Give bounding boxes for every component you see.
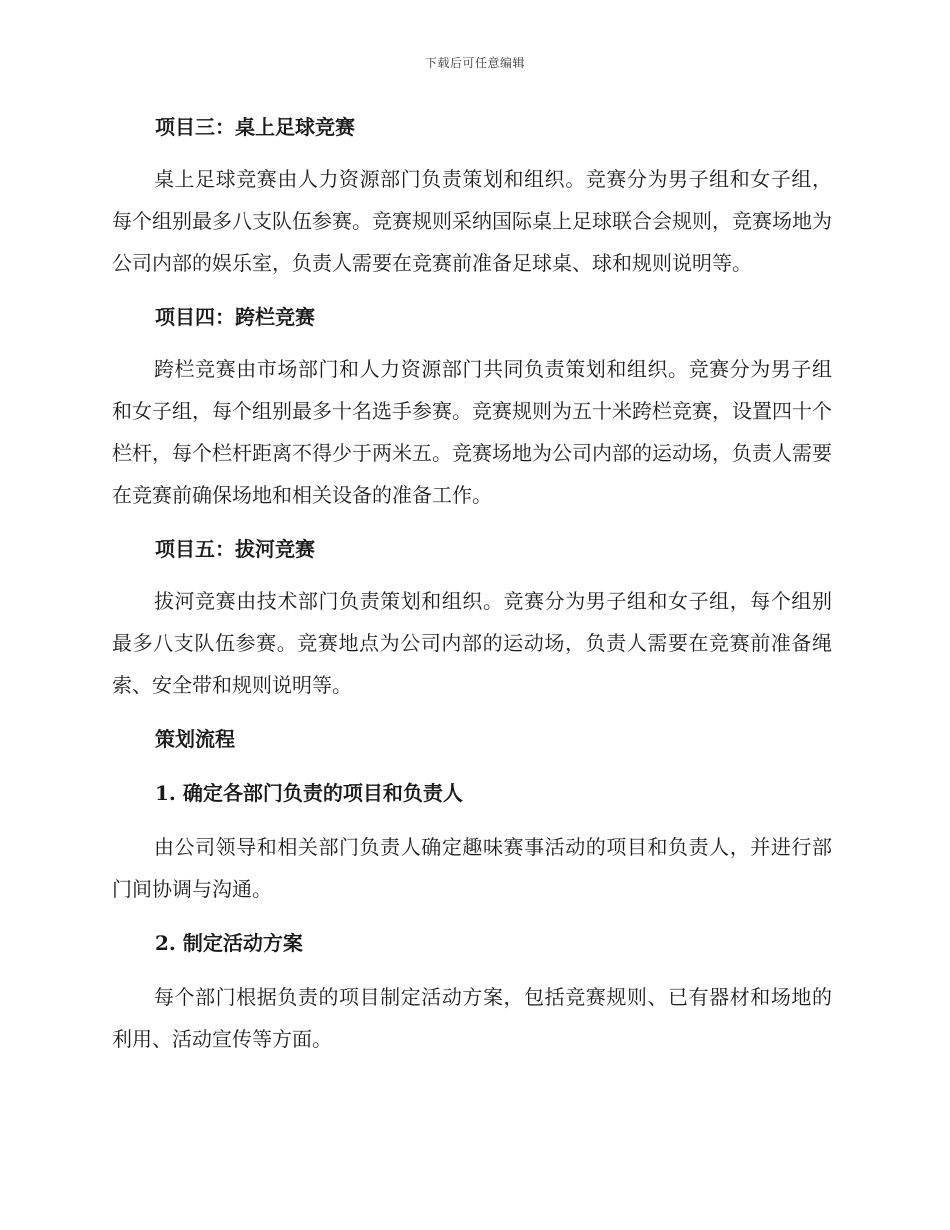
step-body-1: 由公司领导和相关部门负责人确定趣味赛事活动的项目和负责人，并进行部门间协调与沟通。 bbox=[112, 835, 832, 901]
section-title-item4: 项目四：跨栏竞赛 bbox=[155, 305, 315, 329]
section-title-plan: 策划流程 bbox=[155, 727, 235, 751]
section-body-item3: 桌上足球竞赛由人力资源部门负责策划和组织。竞赛分为男子组和女子组，每个组别最多八支队伍参赛。竞赛规则采纳国际桌上足球联合会规则，竞赛场地为公司内部的娱乐室，负责人需要在竞赛前准备足球桌、球和规则说明等。 bbox=[112, 167, 832, 275]
section-title-item5: 项目五：拔河竞赛 bbox=[155, 537, 315, 561]
page-header-note: 下载后可任意编辑 bbox=[424, 56, 525, 70]
section-body-item5: 拔河竞赛由技术部门负责策划和组织。竞赛分为男子组和女子组，每个组别最多八支队伍参赛。竞赛地点为公司内部的运动场，负责人需要在竞赛前准备绳索、安全带和规则说明等。 bbox=[112, 589, 832, 697]
step-title-2: 2. 制定活动方案 bbox=[155, 931, 303, 955]
step-body-2: 每个部门根据负责的项目制定活动方案，包括竞赛规则、已有器材和场地的利用、活动宣传等方面。 bbox=[112, 985, 832, 1051]
section-body-item4: 跨栏竞赛由市场部门和人力资源部门共同负责策划和组织。竞赛分为男子组和女子组，每个组别最多十名选手参赛。竞赛规则为五十米跨栏竞赛，设置四十个栏杆，每个栏杆距离不得少于两米五。竞赛场地为公司内部的运动场，负责人需要在竞赛前确保场地和相关设备的准备工作。 bbox=[112, 357, 832, 507]
section-title-item3: 项目三：桌上足球竞赛 bbox=[155, 115, 355, 139]
document-body bbox=[112, 112, 832, 1060]
step-title-1: 1. 确定各部门负责的项目和负责人 bbox=[155, 781, 463, 805]
